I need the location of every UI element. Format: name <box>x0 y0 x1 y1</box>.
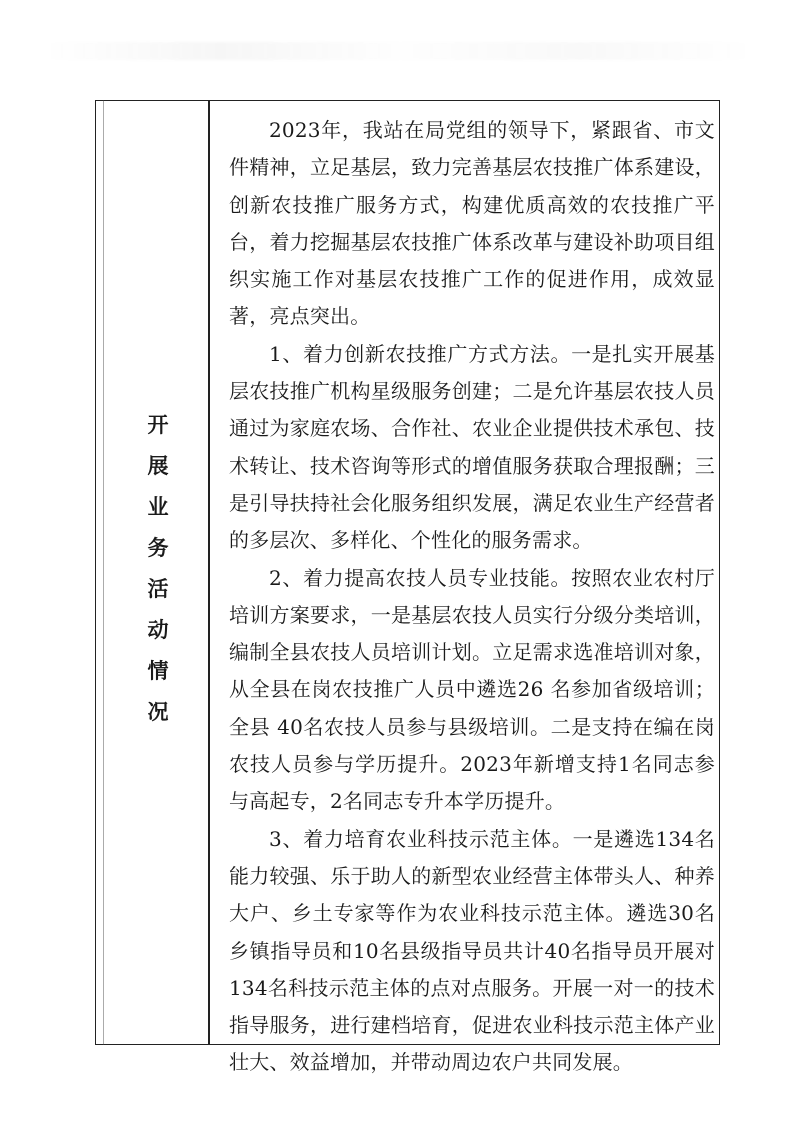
row-label-char: 业 <box>147 494 169 519</box>
paragraph-item-3: 3、着力培育农业科技示范主体。一是遴选134名能力较强、乐于助人的新型农业经营主体带头人、种养大户、乡土专家等作为农业科技示范主体。遴选30名乡镇指导员和10名县级指导员共计40名指导员开展对134名科技示范主体的点对点服务。开展一对一的技术指导服务，进行建档培育，促进农业科技示范主体产业壮大、效益增加，并带动周边农户共同发展。 <box>229 826 715 1075</box>
row-label-char: 动 <box>147 617 169 642</box>
row-label-char: 开 <box>147 412 169 437</box>
table-inner-border <box>103 100 104 1045</box>
paragraph-item-2: 2、着力提高农技人员专业技能。按照农业农村厅培训方案要求，一是基层农技人员实行分级分类培训，编制全县农技人员培训计划。立足需求选准培训对象，从全县在岗农技推广人员中遴选26 名参加省级培训；全县 40名农技人员参与县级培训。二是支持在编在岗农技人员参与学历提升。2023年新增支持1名同志参与高起专，2名同志专升本学历提升。 <box>229 565 715 814</box>
column-divider <box>208 100 210 1045</box>
row-label-char: 活 <box>147 576 169 601</box>
row-label-business-activities <box>128 404 188 732</box>
activity-content <box>229 112 715 1082</box>
row-label-char: 务 <box>147 535 169 560</box>
row-label-char: 展 <box>147 453 169 478</box>
row-label-char: 况 <box>147 699 169 724</box>
row-label-char: 情 <box>147 658 169 683</box>
paragraph-item-1: 1、着力创新农技推广方式方法。一是扎实开展基层农技推广机构星级服务创建；二是允许基层农技人员通过为家庭农场、合作社、农业企业提供技术承包、技术转让、技术咨询等形式的增值服务获取合理报酬；三是引导扶持社会化服务组织发展，满足农业生产经营者的多层次、多样化、个性化的服务需求。 <box>229 341 715 553</box>
paragraph-intro: 2023年，我站在局党组的领导下，紧跟省、市文件精神，立足基层，致力完善基层农技推广体系建设，创新农技推广服务方式，构建优质高效的农技推广平台，着力挖掘基层农技推广体系改革与建设补助项目组织实施工作对基层农技推广工作的促进作用，成效显著，亮点突出。 <box>229 118 715 329</box>
scan-artifact <box>40 42 760 60</box>
